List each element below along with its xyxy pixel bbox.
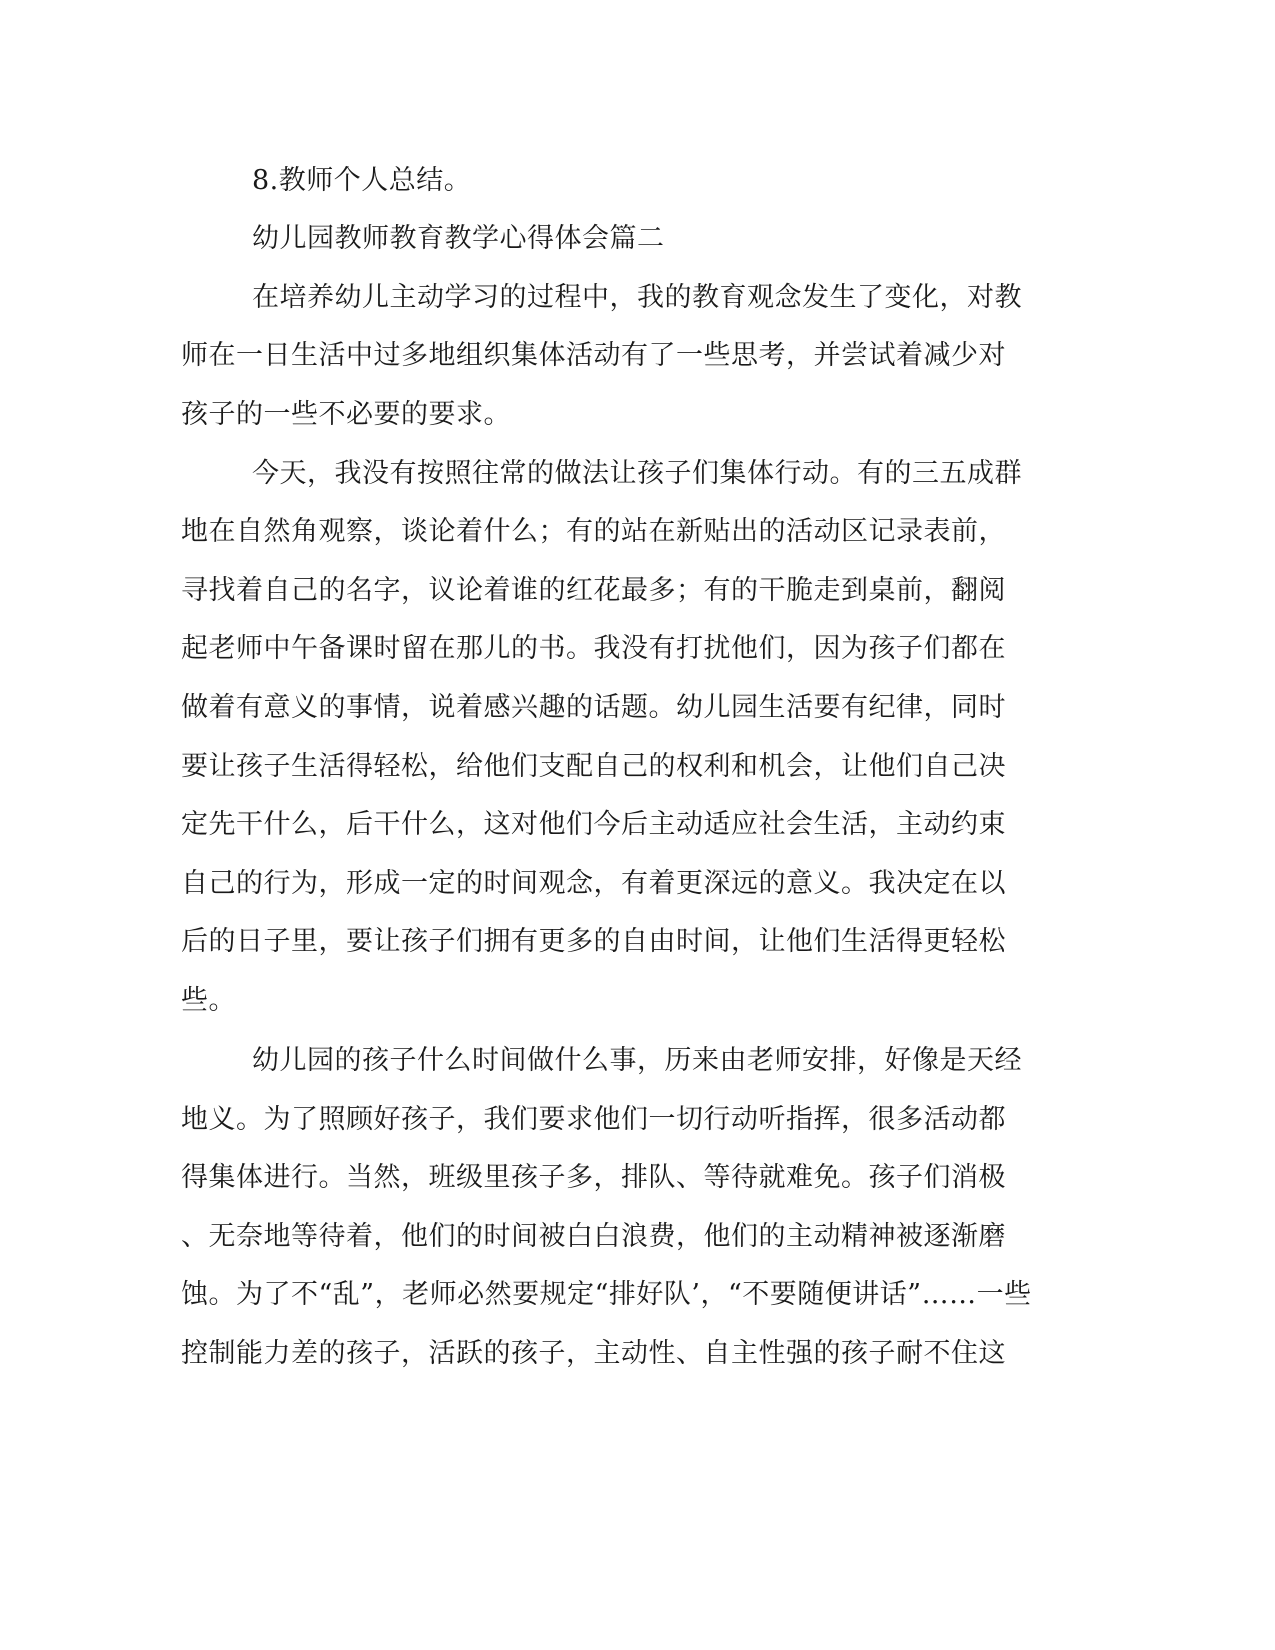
text-line-11: 要让孩子生活得轻松，给他们支配自己的权利和机会，让他们自己决	[181, 751, 1006, 782]
text-line-5: 孩子的一些不必要的要求。	[181, 399, 511, 430]
section-heading: 幼儿园教师教育教学心得体会篇二	[252, 223, 665, 254]
text-line-19: 、无奈地等待着，他们的时间被白白浪费，他们的主动精神被逐渐磨	[181, 1221, 1006, 1252]
text-line-18: 得集体进行。当然，班级里孩子多，排队、等待就难免。孩子们消极	[181, 1162, 1006, 1193]
text-line-10: 做着有意义的事情，说着感兴趣的话题。幼儿园生活要有纪律，同时	[181, 692, 1006, 723]
text-line-8: 寻找着自己的名字，议论着谁的红花最多；有的干脆走到桌前，翻阅	[181, 575, 1006, 606]
text-line-3: 在培养幼儿主动学习的过程中，我的教育观念发生了变化，对教	[252, 282, 1022, 313]
text-line-7: 地在自然角观察，谈论着什么；有的站在新贴出的活动区记录表前，	[181, 516, 1006, 547]
text-line-14: 后的日子里，要让孩子们拥有更多的自由时间，让他们生活得更轻松	[181, 926, 1006, 957]
text-line-21: 控制能力差的孩子，活跃的孩子，主动性、自主性强的孩子耐不住这	[181, 1338, 1006, 1369]
text-line-6: 今天，我没有按照往常的做法让孩子们集体行动。有的三五成群	[252, 458, 1022, 489]
text-line-15: 些。	[181, 985, 236, 1016]
text-line-17: 地义。为了照顾好孩子，我们要求他们一切行动听指挥，很多活动都	[181, 1104, 1006, 1135]
text-line-9: 起老师中午备课时留在那儿的书。我没有打扰他们，因为孩子们都在	[181, 633, 1006, 664]
text-line-12: 定先干什么，后干什么，这对他们今后主动适应社会生活，主动约束	[181, 809, 1006, 840]
text-line-4: 师在一日生活中过多地组织集体活动有了一些思考，并尝试着减少对	[181, 340, 1006, 371]
text-line-20: 蚀。为了不“乱”，老师必然要规定“排好队’，“不要随便讲话”……一些	[181, 1279, 1032, 1310]
text-line-16: 幼儿园的孩子什么时间做什么事，历来由老师安排，好像是天经	[252, 1045, 1022, 1076]
text-line-1: 8.教师个人总结。	[252, 165, 472, 196]
text-line-13: 自己的行为，形成一定的时间观念，有着更深远的意义。我决定在以	[181, 868, 1006, 899]
